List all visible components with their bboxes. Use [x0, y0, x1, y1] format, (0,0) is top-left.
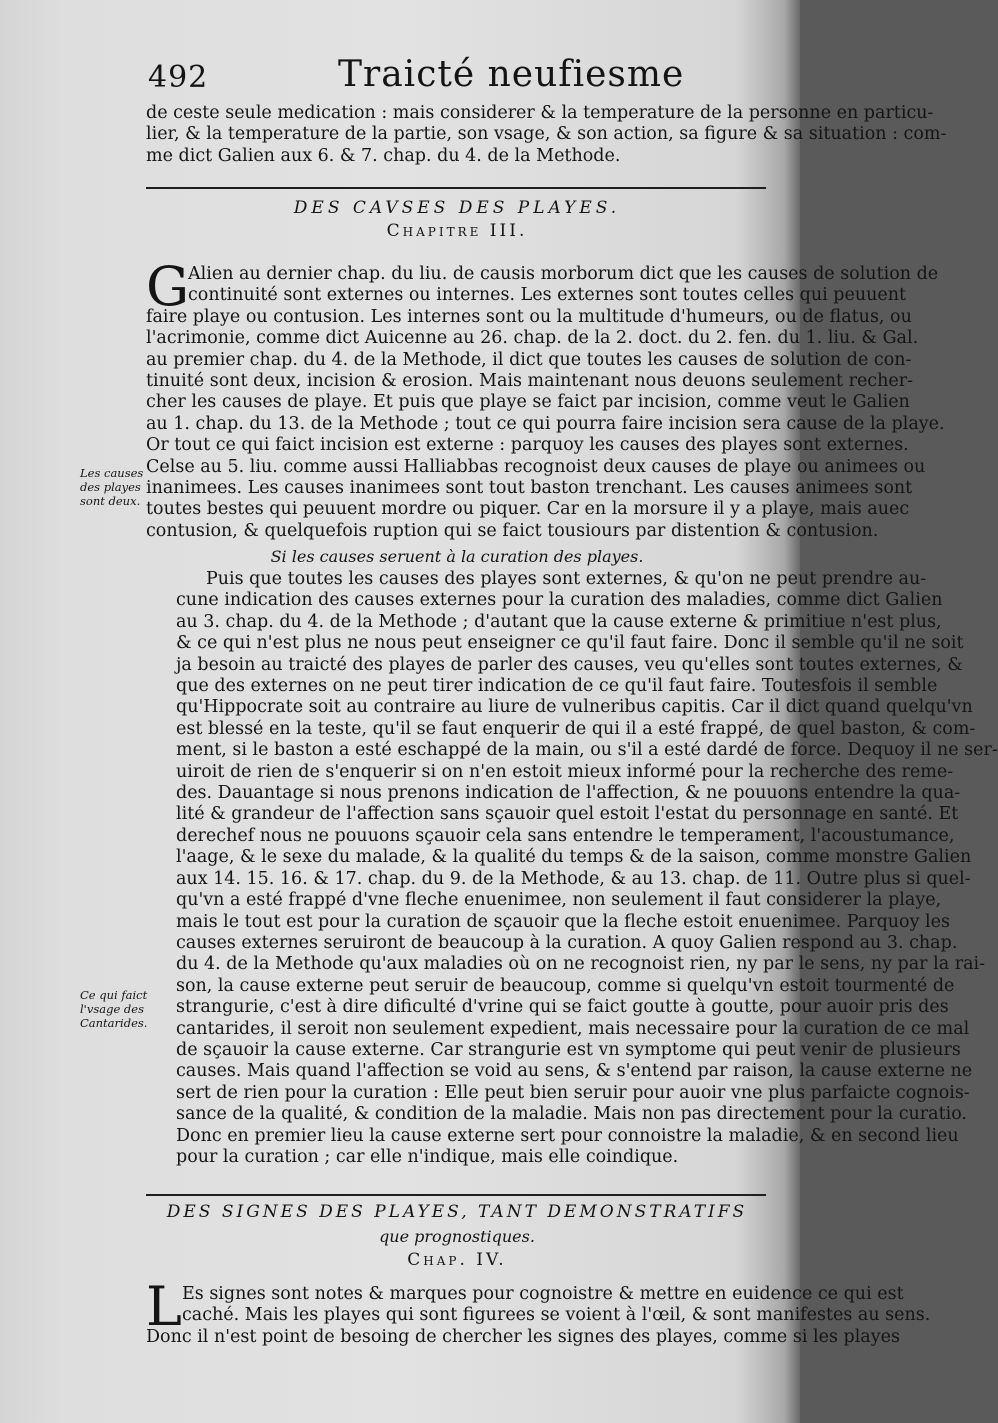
chapter-4-heading: DES SIGNES DES PLAYES, TANT DEMONSTRATIFS: [166, 1202, 748, 1222]
page-header: [140, 52, 780, 102]
text-line: Alien au dernier chap. du liu. de causis morborum dict que les causes de solution de: [188, 264, 939, 284]
margin-note-causes: [80, 466, 144, 508]
text-line: derechef nous ne pouuons sçauoir cela sans entendre le temperament, l'acoustumance,: [176, 825, 955, 846]
section-rule: [146, 1194, 766, 1196]
text-line: Puis que toutes les causes des playes sont externes, & qu'on ne peut prendre au-: [206, 569, 927, 589]
text-line: & ce qui n'est plus ne nous peut enseigner ce qu'il faut faire. Donc il semble qu'il ne soit: [176, 633, 964, 654]
text-line: que des externes on ne peut tirer indication de ce qu'il faut faire. Toutesfois il semble: [176, 676, 938, 697]
chapter-3-number: Chapitre III.: [386, 221, 528, 241]
text-line: qu'vn a esté frappé d'vne fleche enuenimee, non seulement il faut considerer la playe,: [176, 890, 942, 911]
text-line: uiroit de rien de s'enquerir si on n'en estoit mieux informé pour la recherche des reme-: [176, 761, 954, 782]
text-line: pour la curation ; car elle n'indique, mais elle coindique.: [176, 1146, 679, 1167]
text-line: son, la cause externe peut seruir de beaucoup, comme si quelqu'vn estoit tourmenté de: [176, 975, 955, 996]
margin-note-line: des playes: [80, 480, 141, 494]
chapter-4-paragraph: [146, 1275, 931, 1348]
text-line: cune indication des causes externes pour la curation des maladies, comme dict Galien: [176, 590, 943, 611]
margin-note-line: Cantarides.: [80, 1016, 148, 1030]
text-line: ment, si le baston a esté eschappé de la main, ou s'il a esté dardé de force. Dequoy il ne ser-: [176, 740, 998, 761]
chapter-3-paragraph-1: [146, 255, 945, 542]
text-line: au 3. chap. du 4. de la Methode ; d'autant que la cause externe & primitiue n'est plus,: [176, 611, 942, 632]
text-line: cher les causes de playe. Et puis que playe se faict par incision, comme veut le Galien: [146, 392, 910, 413]
text-line: tinuité sont deux, incision & erosion. Mais maintenant nous deuons seulement recher-: [146, 371, 914, 392]
text-line: sance de la qualité, & condition de la maladie. Mais non pas directement pour la curatio.: [176, 1104, 967, 1125]
text-line: cantarides, il seroit non seulement expedient, mais necessaire pour la curation de ce mal: [176, 1018, 970, 1039]
text-line: de ceste seule medication : mais considerer & la temperature de la personne en particu-: [146, 103, 934, 123]
text-line: Es signes sont notes & marques pour cognoistre & mettre en euidence ce qui est: [182, 1284, 904, 1304]
chapter-3-dropcap: G: [146, 255, 190, 318]
text-line: caché. Mais les playes qui sont figurees se voient à l'œil, & sont manifestes au sens.: [182, 1305, 931, 1326]
section-rule: [146, 187, 766, 189]
text-line: ja besoin au traicté des playes de parler des causes, veu qu'elles sont toutes externes, &: [176, 654, 963, 675]
margin-note-line: l'vsage des: [80, 1002, 144, 1016]
text-line: mais le tout est pour la curation de sçauoir que la fleche estoit enuenimee. Parquoy les: [176, 911, 950, 932]
text-line: de sçauoir la cause externe. Car strangurie est vn symptome qui peut venir de plusieurs: [176, 1039, 961, 1060]
text-line: l'acrimonie, comme dict Auicenne au 26. chap. de la 2. doct. du 2. fen. du 1. liu. & Gal.: [146, 328, 919, 349]
margin-note-line: Ce qui faict: [80, 988, 148, 1002]
text-line: lité & grandeur de l'affection sans sçauoir quel estoit l'estat du personnage en santé. Et: [176, 804, 959, 825]
margin-note-line: sont deux.: [80, 494, 141, 508]
chapter-4-subtitle: que prognostiques.: [379, 1227, 535, 1246]
text-line: faire playe ou contusion. Les internes sont ou la multitude d'humeurs, ou de flatus, ou: [146, 306, 912, 327]
text-line: Donc en premier lieu la cause externe sert pour connoistre la maladie, & en second lieu: [176, 1125, 959, 1146]
text-line: toutes bestes qui peuuent mordre ou piquer. Car en la morsure il y a playe, mais auec: [146, 499, 910, 520]
text-line: sert de rien pour la curation : Elle peut bien seruir pour auoir vne plus parfaicte cognois-: [176, 1082, 970, 1103]
margin-note-line: Les causes: [80, 466, 144, 480]
text-line: Donc il n'est point de besoing de chercher les signes des playes, comme si les playes: [146, 1326, 900, 1347]
text-line: me dict Galien aux 6. & 7. chap. du 4. de la Methode.: [146, 145, 621, 166]
text-line: l'aage, & le sexe du malade, & la qualité du temps & de la saison, comme monstre Galien: [176, 847, 972, 868]
margin-note-cantarides: [80, 988, 148, 1030]
chapter-3-subtitle: Si les causes seruent à la curation des playes.: [270, 547, 644, 566]
text-line: des. Dauantage si nous prenons indication de l'affection, & ne pouuons entendre la qua-: [176, 783, 961, 804]
text-line: au premier chap. du 4. de la Methode, il dict que toutes les causes de solution de con-: [146, 349, 912, 370]
chapter-3-heading: DES CAVSES DES PLAYES.: [293, 198, 621, 218]
chapter-3-paragraph-2: [146, 569, 998, 1168]
text-line: lier, & la temperature de la partie, son vsage, & son action, sa figure & sa situation : com-: [146, 124, 947, 145]
chapter-4-dropcap: L: [146, 1275, 182, 1338]
text-line: est blessé en la teste, qu'il se faut enquerir de qui il a esté frappé, de quel baston, & com-: [176, 718, 976, 739]
page-number: 492: [148, 60, 209, 95]
text-line: causes. Mais quand l'affection se void au sens, & s'entend par raison, la cause externe ne: [176, 1061, 973, 1082]
text-line: causes externes seruiront de beaucoup à la curation. A quoy Galien respond au 3. chap.: [176, 932, 958, 953]
text-line: aux 14. 15. 16. & 17. chap. du 9. de la Methode, & au 13. chap. de 11. Outre plus si quel-: [176, 868, 971, 889]
text-line: continuité sont externes ou internes. Les externes sont toutes celles qui peuuent: [188, 285, 907, 306]
text-line: inanimees. Les causes inanimees sont tout baston trenchant. Les causes animees sont: [146, 478, 913, 499]
continuation-paragraph: [146, 103, 947, 167]
chapter-4-number: Chap. IV.: [407, 1250, 507, 1270]
text-line: contusion, & quelquefois ruption qui se faict tousiours par distention & contusion.: [146, 520, 879, 541]
text-line: Celse au 5. liu. comme aussi Halliabbas recognoist deux causes de playe ou animees ou: [146, 456, 926, 477]
text-line: strangurie, c'est à dire dificulté d'vrine qui se faict goutte à goutte, pour auoir pris des: [176, 997, 949, 1018]
text-line: du 4. de la Methode qu'aux maladies où on ne recognoist rien, ny par le sens, ny par la rai-: [176, 954, 986, 975]
text-line: Or tout ce qui faict incision est externe : parquoy les causes des playes sont externes.: [146, 435, 909, 456]
running-title: Traicté neufiesme: [338, 54, 685, 95]
text-line: qu'Hippocrate soit au contraire au liure de vulneribus capitis. Car il dict quand quelqu'vn: [176, 697, 973, 718]
text-line: au 1. chap. du 13. de la Methode ; tout ce qui pourra faire incision sera cause de la playe.: [146, 413, 945, 434]
